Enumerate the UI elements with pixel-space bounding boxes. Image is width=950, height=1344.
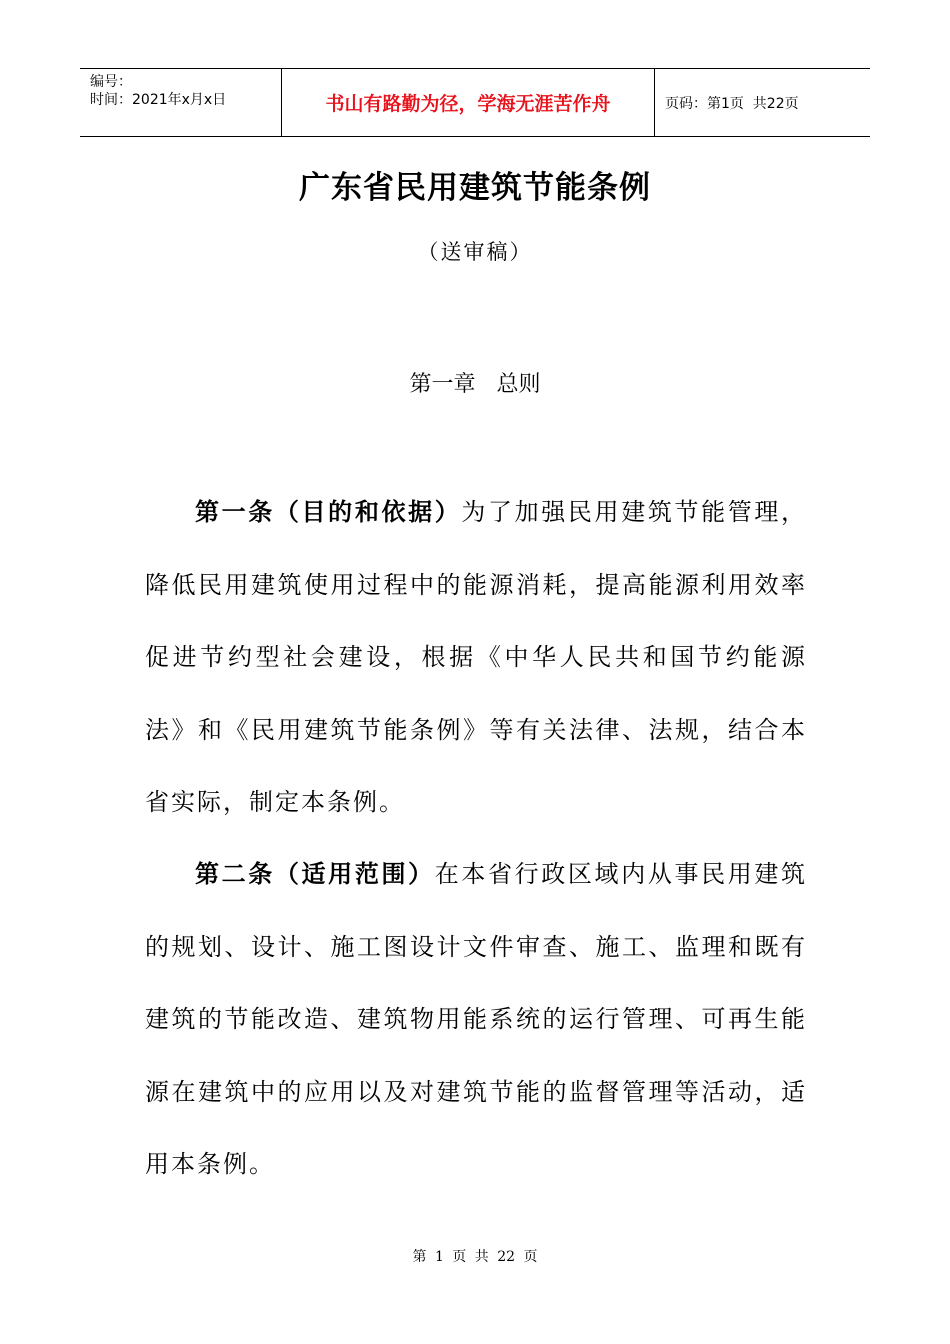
chapter-heading: 第一章 总则	[409, 372, 541, 397]
page-header	[80, 68, 870, 137]
article-text: 在本省行政区域内从事民用建筑的规划、设计、施工图设计文件审查、施工、监理和既有建筑的节能改造、建筑物用能系统的运行管理、可再生能源在建筑中的应用以及对建筑节能的监督管理等活动，适用本条例。	[145, 860, 808, 1178]
document-subtitle: （送审稿）	[417, 240, 533, 264]
article-heading: 第二条（适用范围）	[195, 860, 435, 888]
header-motto: 书山有路勤为径，学海无涯苦作舟	[282, 69, 655, 136]
document-time-label: 时间：2021年x月x日	[90, 92, 227, 108]
header-page-info	[655, 69, 870, 136]
article-heading: 第一条（目的和依据）	[195, 498, 462, 526]
document-title: 广东省民用建筑节能条例	[299, 170, 651, 206]
article-paragraph	[145, 476, 807, 839]
document-number-label: 编号：	[90, 74, 132, 90]
header-meta	[80, 69, 282, 136]
header-page-text: 页码：第1页 共22页	[665, 95, 799, 112]
article-text: 为了加强民用建筑节能管理，降低民用建筑使用过程中的能源消耗，提高能源利用效率促进节约型社会建设，根据《中华人民共和国节约能源法》和《民用建筑节能条例》等有关法律、法规，结合本省实际，制定本条例。	[145, 498, 808, 816]
article-paragraph	[145, 838, 807, 1201]
page-footer: 第 1 页 共 22 页	[412, 1249, 538, 1265]
